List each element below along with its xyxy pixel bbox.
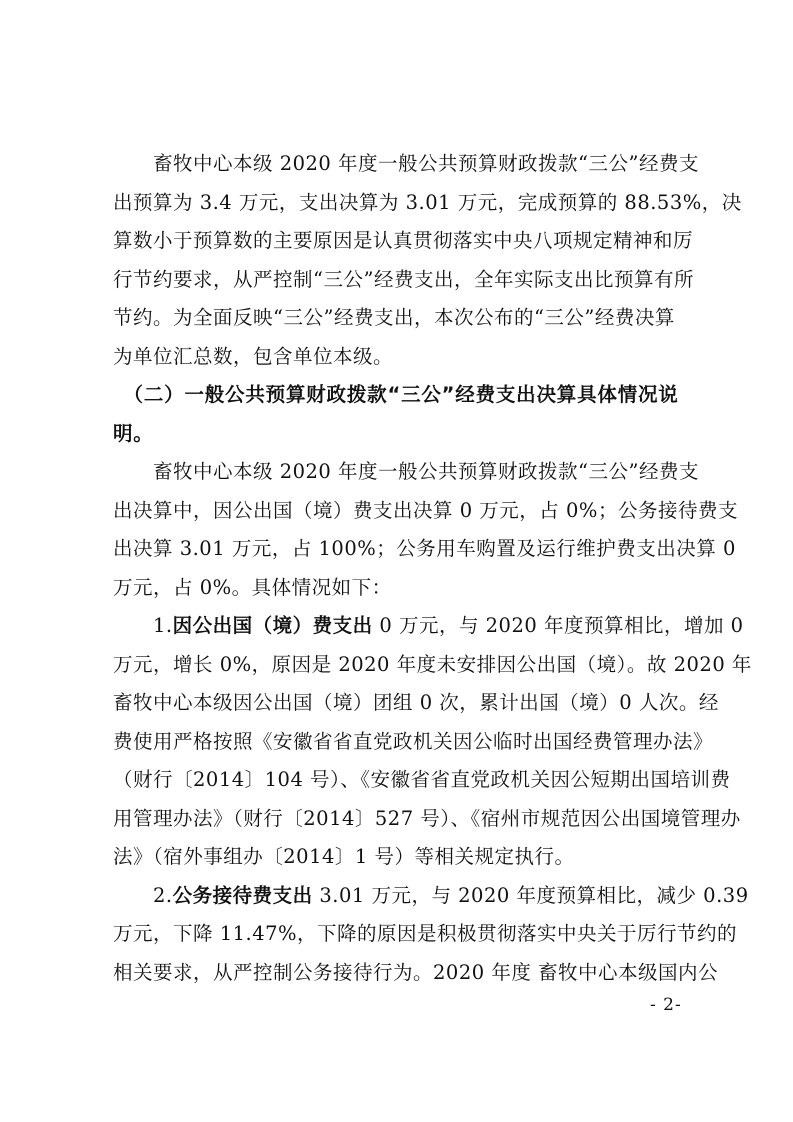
section-heading: 明。 [113, 422, 154, 445]
item-number: 2. [153, 884, 173, 907]
item-line: 法》（宿外事组办〔2014〕1 号）等相关规定执行。 [113, 845, 575, 868]
item-line: （财行〔2014〕104 号）、《安徽省省直党政机关因公短期出国培训费 [113, 768, 731, 791]
paragraph-line: 畜牧中心本级 2020 年度一般公共预算财政拨款“三公”经费支 [113, 152, 699, 175]
item-label: 公务接待费支出 [172, 884, 313, 907]
item-text: 0 万元，与 2020 年度预算相比，增加 0 [372, 614, 744, 637]
item-indent [113, 614, 153, 637]
paragraph-line: 出决算中，因公出国（境）费支出决算 0 万元，占 0%；公务接待费支 [113, 499, 738, 522]
item-line: 费使用严格按照《安徽省省直党政机关因公临时出国经费管理办法》 [113, 730, 714, 753]
paragraph-line: 万元，占 0%。具体情况如下： [113, 576, 392, 599]
item-line: 相关要求，从严控制公务接待行为。2020 年度 畜牧中心本级国内公 [113, 961, 719, 984]
item-number: 1. [153, 614, 173, 637]
item-line: 万元，下降 11.47%，下降的原因是积极贯彻落实中央关于厉行节约的 [113, 922, 738, 945]
item-line: 万元，增长 0%，原因是 2020 年度未安排因公出国（境）。故 2020 年 [113, 653, 752, 676]
section-heading: （二）一般公共预算财政拨款“三公”经费支出决算具体情况说 [113, 383, 679, 406]
item-label: 因公出国（境）费支出 [172, 614, 373, 637]
paragraph-line: 行节约要求，从严控制“三公”经费支出，全年实际支出比预算有所 [113, 268, 694, 291]
paragraph-line: 为单位汇总数，包含单位本级。 [113, 345, 394, 368]
paragraph-line: 出预算为 3.4 万元，支出决算为 3.01 万元，完成预算的 88.53%，决 [113, 191, 742, 214]
item-line [113, 614, 744, 638]
item-line [113, 884, 749, 908]
page-number: - 2- [650, 995, 682, 1015]
paragraph-line: 畜牧中心本级 2020 年度一般公共预算财政拨款“三公”经费支 [113, 460, 699, 483]
item-text: 3.01 万元，与 2020 年度预算相比，减少 0.39 [312, 884, 749, 907]
item-line: 畜牧中心本级因公出国（境）团组 0 次，累计出国（境）0 人次。经 [113, 691, 719, 714]
item-indent [113, 884, 153, 907]
paragraph-line: 算数小于预算数的主要原因是认真贯彻落实中央八项规定精神和厉 [113, 229, 694, 252]
paragraph-line: 节约。为全面反映“三公”经费支出，本次公布的“三公”经费决算 [113, 306, 675, 329]
paragraph-line: 出决算 3.01 万元，占 100%；公务用车购置及运行维护费支出决算 0 [113, 537, 736, 560]
item-line: 用管理办法》（财行〔2014〕527 号）、《宿州市规范因公出国境管理办 [113, 807, 741, 830]
